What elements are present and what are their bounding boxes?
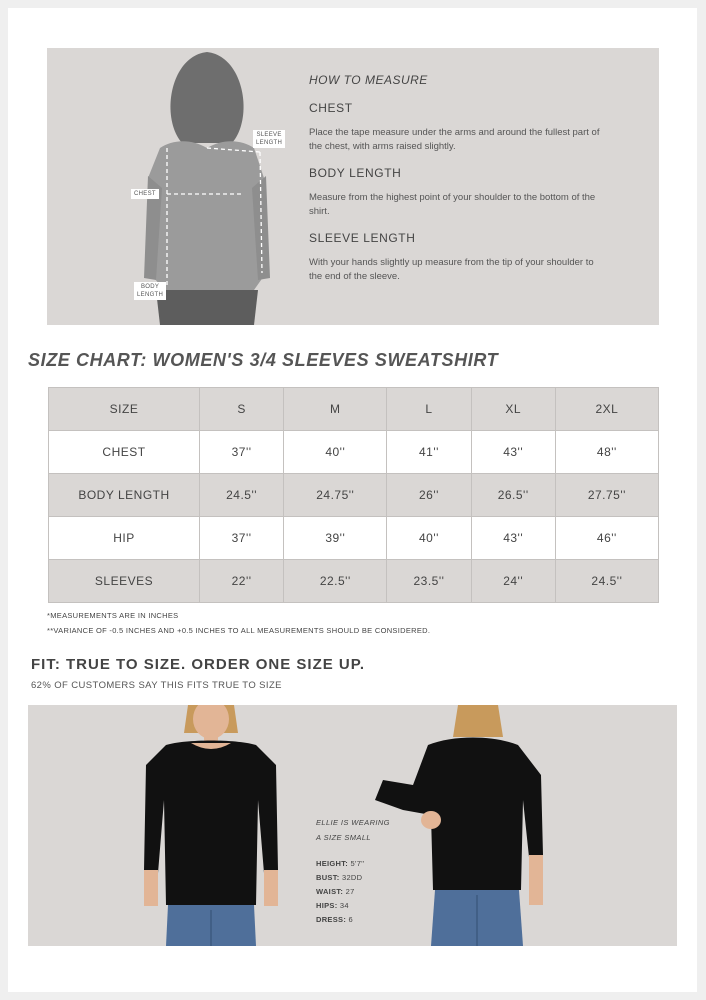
table-cell: 24.75'': [284, 474, 387, 517]
model-front-image: [136, 705, 286, 946]
header-cell-l: L: [387, 388, 471, 431]
model-stat-bust: [316, 871, 390, 885]
table-cell: 37'': [200, 517, 284, 560]
size-chart-title: SIZE CHART: WOMEN'S 3/4 SLEEVES SWEATSHIRT: [28, 350, 499, 370]
chest-instructions: Place the tape measure under the arms and around the fullest part of the chest, with arms raised slightly.: [309, 127, 600, 152]
model-caption-line2: A SIZE SMALL: [316, 833, 371, 842]
measure-instructions: [309, 73, 609, 296]
table-cell: 40'': [387, 517, 471, 560]
table-cell: 40'': [284, 431, 387, 474]
body-length-instructions: Measure from the highest point of your shoulder to the bottom of the shirt.: [309, 192, 596, 217]
header-cell-s: S: [200, 388, 284, 431]
body-length-heading: BODY LENGTH: [309, 166, 402, 180]
model-stat-waist: [316, 885, 390, 899]
body-tag-line1: BODY: [140, 284, 160, 290]
sleeve-length-tag: [253, 130, 285, 148]
stat-value: 27: [345, 887, 355, 896]
table-cell: 27.75'': [555, 474, 658, 517]
fit-subtitle: 62% OF CUSTOMERS SAY THIS FITS TRUE TO SIZE: [31, 680, 282, 691]
header-cell-size: SIZE: [49, 388, 200, 431]
table-cell: 22.5'': [284, 560, 387, 603]
table-row-sleeves: [49, 560, 659, 603]
table-cell: 46'': [555, 517, 658, 560]
sleeve-tag-line2: LENGTH: [256, 140, 283, 146]
note-units: *MEASUREMENTS ARE IN INCHES: [47, 611, 179, 620]
sleeve-length-instructions: With your hands slightly up measure from the tip of your shoulder to the end of the sleeve.: [309, 257, 594, 282]
size-chart-table: [48, 387, 659, 603]
model-caption-line1: ELLIE IS WEARING: [316, 818, 390, 827]
table-cell: 39'': [284, 517, 387, 560]
stat-value: 5'7'': [350, 859, 365, 868]
model-back-image: [373, 705, 548, 946]
table-cell: 26.5'': [471, 474, 555, 517]
table-cell: 43'': [471, 431, 555, 474]
fit-title: FIT: TRUE TO SIZE. ORDER ONE SIZE UP.: [31, 656, 365, 673]
table-cell: 24.5'': [555, 560, 658, 603]
table-cell: 23.5'': [387, 560, 471, 603]
size-chart-notes: [47, 608, 430, 638]
model-stat-hips: [316, 899, 390, 913]
row-label-hip: HIP: [49, 517, 200, 560]
model-stat-height: [316, 857, 390, 871]
sleeve-tag-line1: SLEEVE: [256, 132, 282, 138]
header-cell-m: M: [284, 388, 387, 431]
row-label-sleeves: SLEEVES: [49, 560, 200, 603]
table-cell: 37'': [200, 431, 284, 474]
size-header-row: [49, 388, 659, 431]
table-row-body-length: [49, 474, 659, 517]
table-cell: 24.5'': [200, 474, 284, 517]
how-to-measure-heading: HOW TO MEASURE: [309, 73, 428, 87]
chest-tag-label: CHEST: [134, 191, 156, 197]
body-tag-line2: LENGTH: [137, 292, 164, 298]
header-cell-xl: XL: [471, 388, 555, 431]
stat-label: DRESS:: [316, 915, 347, 924]
stat-label: HEIGHT:: [316, 859, 349, 868]
how-to-measure-panel: [47, 48, 659, 325]
row-label-chest: CHEST: [49, 431, 200, 474]
note-variance: **VARIANCE OF -0.5 INCHES AND +0.5 INCHES TO ALL MEASUREMENTS SHOULD BE CONSIDERED.: [47, 626, 431, 635]
header-cell-2xl: 2XL: [555, 388, 658, 431]
stat-value: 34: [339, 901, 349, 910]
table-row-chest: [49, 431, 659, 474]
stat-label: HIPS:: [316, 901, 338, 910]
table-cell: 24'': [471, 560, 555, 603]
table-cell: 41'': [387, 431, 471, 474]
stat-value: 6: [348, 915, 354, 924]
table-cell: 22'': [200, 560, 284, 603]
stat-value: 32DD: [341, 873, 363, 882]
table-row-hip: [49, 517, 659, 560]
stat-label: WAIST:: [316, 887, 344, 896]
stat-label: BUST:: [316, 873, 340, 882]
row-label-body-length: BODY LENGTH: [49, 474, 200, 517]
table-cell: 43'': [471, 517, 555, 560]
chest-tag: [131, 189, 159, 199]
model-stat-dress: [316, 913, 390, 927]
table-cell: 26'': [387, 474, 471, 517]
sleeve-length-heading: SLEEVE LENGTH: [309, 231, 416, 245]
model-caption: [316, 815, 390, 927]
model-photo-panel: [28, 705, 677, 946]
chest-heading: CHEST: [309, 101, 353, 115]
body-length-tag: [134, 282, 166, 300]
table-cell: 48'': [555, 431, 658, 474]
